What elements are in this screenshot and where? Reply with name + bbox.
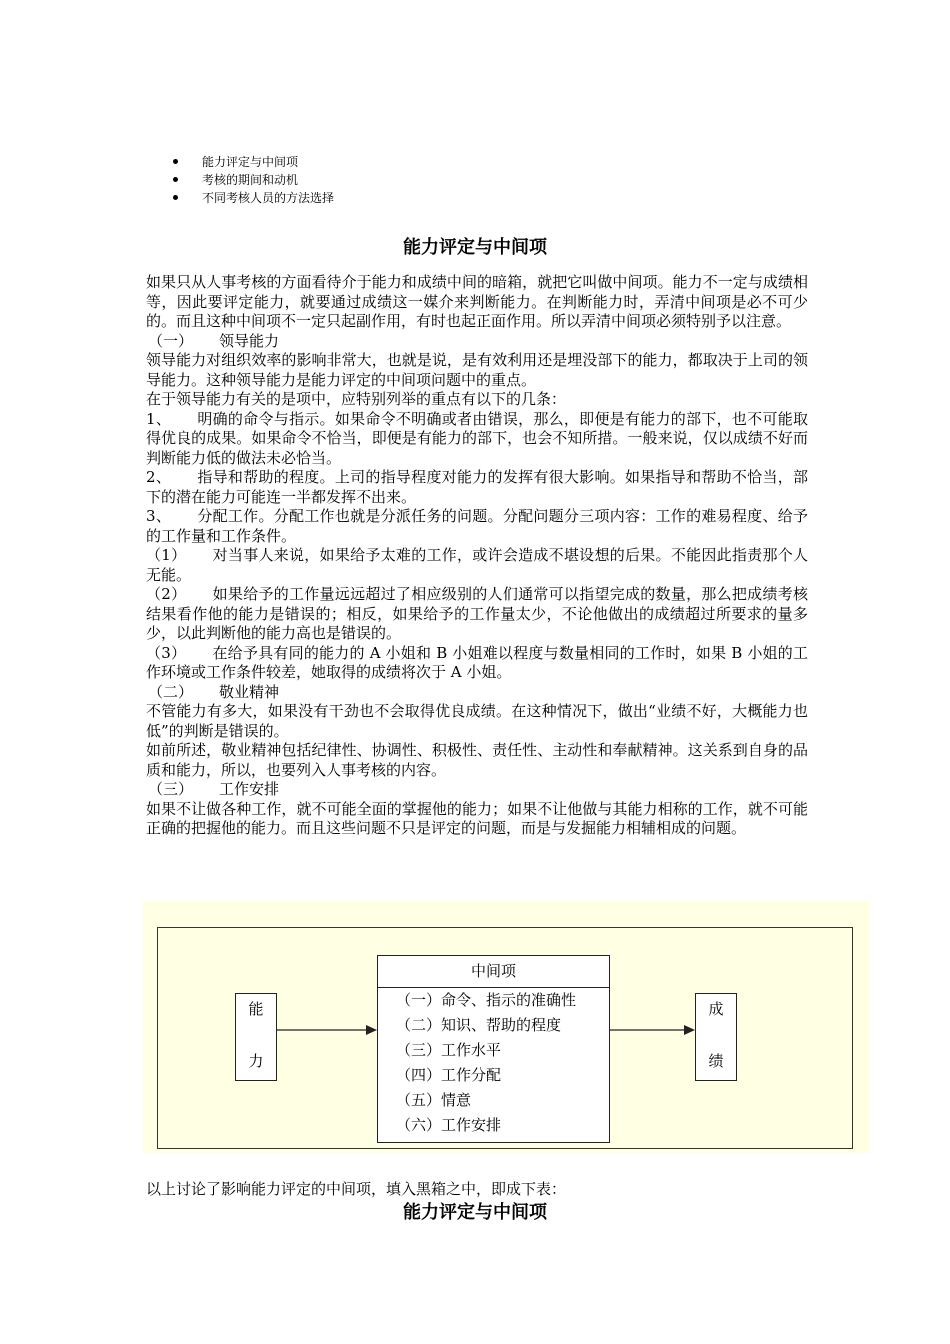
paragraph: 如前所述，敬业精神包括纪律性、协调性、积极性、责任性、主动性和奉献精神。这关系到自身的品质和能力，所以，也要列入人事考核的内容。 — [146, 741, 808, 779]
section-number: （二） — [148, 682, 194, 701]
intermediate-items-title: 中间项 — [378, 956, 609, 988]
item-text: 指导和帮助的程度。上司的指导程度对能力的发挥有很大影响。如果指导和帮助不恰当，部下的潜在能力可能连一半都发挥不出来。 — [146, 468, 808, 506]
paragraph: 领导能力对组织效率的影响非常大，也就是说，是有效利用还是埋没部下的能力，都取决于上司的领导能力。这种领导能力是能力评定的中间项问题中的重点。 — [146, 351, 808, 389]
section-title: 能力评定与中间项 — [403, 1202, 547, 1223]
toc-list — [172, 153, 334, 207]
item-text: 明确的命令与指示。如果命令不明确或者由错误，那么，即便是有能力的部下，也不可能取得优良的成果。如果命令不恰当，即便是有能力的部下，也会不知所措。一般来说，仅以成绩不好而判断能力低的做法未必恰当。 — [146, 409, 808, 467]
toc-item[interactable]: 不同考核人员的方法选择 — [172, 189, 334, 207]
intermediate-item: （五）情意 — [396, 1091, 472, 1109]
item-number: 1、 — [146, 409, 172, 428]
section-number: （一） — [148, 331, 194, 350]
section-title: 能力评定与中间项 — [403, 237, 547, 258]
item-number: 2、 — [146, 468, 172, 486]
toc-item[interactable]: 能力评定与中间项 — [172, 153, 334, 171]
numbered-item — [146, 644, 808, 683]
numbered-item — [146, 585, 808, 644]
item-number: （1） — [146, 546, 187, 564]
intermediate-item: （三）工作水平 — [396, 1041, 502, 1059]
section-heading-work-arrangement — [146, 780, 808, 800]
section-label: 敬业精神 — [219, 682, 280, 701]
intermediate-item: （四）工作分配 — [396, 1066, 502, 1084]
item-text: 如果给予的工作量远远超过了相应级别的人们通常可以指望完成的数量，那么把成绩考核结果看作他的能力是错误的；相反，如果给予的工作量太少，不论他做出的成绩超过所要求的量多少，以此判断他的能力高也是错误的。 — [146, 585, 808, 642]
section-heading-dedication — [146, 683, 808, 703]
ability-char: 力 — [248, 1052, 264, 1070]
intermediate-items-list — [378, 988, 609, 1138]
summary-line: 以上讨论了影响能力评定的中间项，填入黑箱之中，即成下表： — [146, 1180, 567, 1198]
result-char: 成 — [708, 1000, 724, 1018]
ability-char: 能 — [248, 1000, 264, 1018]
numbered-item — [146, 546, 808, 585]
numbered-item — [146, 507, 808, 546]
toc-item[interactable]: 考核的期间和动机 — [172, 171, 334, 189]
ability-box — [235, 993, 277, 1081]
numbered-item — [146, 410, 808, 469]
section-number: （三） — [148, 780, 194, 798]
result-char: 绩 — [708, 1052, 724, 1070]
paragraph: 在于领导能力有关的是项中，应特别列举的重点有以下的几条： — [146, 390, 567, 408]
item-text: 分配工作。分配工作也就是分派任务的问题。分配问题分三项内容：工作的难易程度、给予的工作量和工作条件。 — [146, 507, 808, 545]
intro-paragraph: 如果只从人事考核的方面看待介于能力和成绩中间的暗箱，就把它叫做中间项。能力不一定与成绩相等，因此要评定能力，就要通过成绩这一媒介来判断能力。在判断能力时，弄清中间项是必不可少的。而且这种中间项不一定只起副作用，有时也起正面作用。所以弄清中间项必须特别予以注意。 — [146, 273, 808, 330]
intermediate-item: （六）工作安排 — [396, 1116, 502, 1134]
item-text: 对当事人来说，如果给予太难的工作，或许会造成不堪设想的后果。不能因此指责那个人无能。 — [146, 546, 808, 584]
item-number: （3） — [146, 643, 187, 662]
result-box — [695, 993, 737, 1081]
item-number: 3、 — [146, 507, 172, 525]
article-body — [146, 273, 808, 839]
numbered-item — [146, 468, 808, 507]
intermediate-item: （二）知识、帮助的程度 — [396, 1016, 562, 1034]
section-label: 领导能力 — [219, 331, 280, 350]
item-text: 在给予具有同的能力的 A 小姐和 B 小姐难以程度与数量相同的工作时，如果 B 小姐的工作环境或工作条件较差，她取得的成绩将次于 A 小姐。 — [146, 643, 808, 681]
section-heading-leadership — [146, 332, 808, 352]
paragraph: 不管能力有多大，如果没有干劲也不会取得优良成绩。在这种情况下，做出“业绩不好，大概能力也低”的判断是错误的。 — [146, 702, 808, 740]
intermediate-items-box — [377, 955, 610, 1143]
item-number: （2） — [146, 585, 187, 603]
paragraph: 如果不让做各种工作，就不可能全面的掌握他的能力；如果不让他做与其能力相称的工作，就不可能正确的把握他的能力。而且这些问题不只是评定的问题，而是与发掘能力相辅相成的问题。 — [146, 799, 808, 837]
intermediate-item: （一）命令、指示的准确性 — [396, 991, 577, 1009]
section-label: 工作安排 — [219, 780, 280, 798]
